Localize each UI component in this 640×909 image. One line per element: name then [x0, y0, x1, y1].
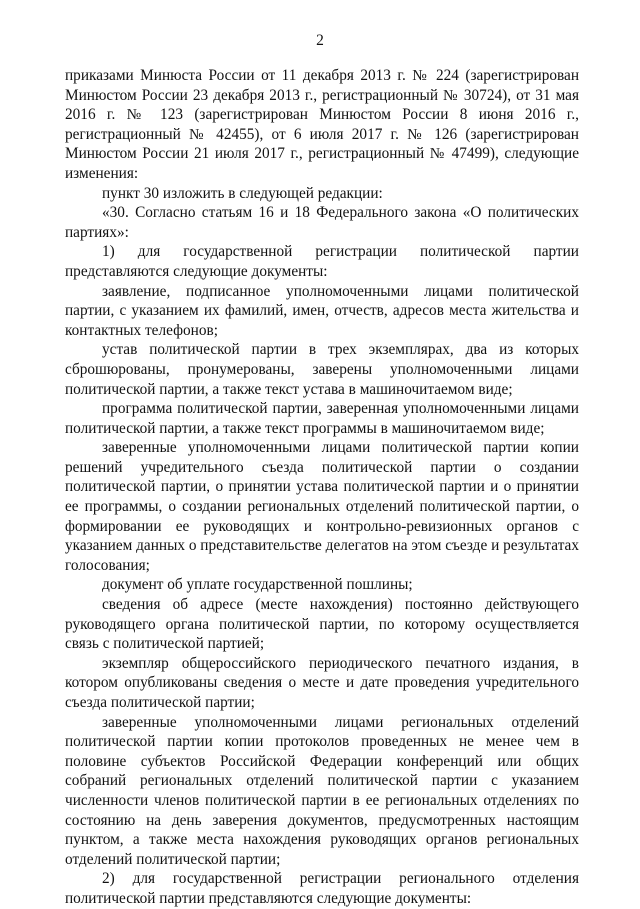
page-number: 2: [316, 32, 324, 49]
paragraph: заявление, подписанное уполномоченными лицами политической партии, с указанием их фамилий, имен, отчеств, адресов места жительства и контактных телефонов;: [65, 282, 579, 339]
paragraph: экземпляр общероссийского периодического печатного издания, в котором опубликованы сведения о месте и дате проведения учредительного съезда политической партии;: [65, 654, 579, 711]
paragraph: заверенные уполномоченными лицами региональных отделений политической партии копии протоколов проведенных не менее чем в половине субъектов Российской Федерации конференций или общих собраний региональных отделений политической партии с указанием численности членов политической партии в ее региональных отделениях по состоянию на день заверения документов, предусмотренных настоящим пунктом, а также места нахождения руководящих органов региональных отделений политической партии;: [65, 713, 579, 868]
paragraph: документ об уплате государственной пошлины;: [102, 576, 413, 594]
paragraph: сведения об адресе (месте нахождения) постоянно действующего руководящего органа политической партии, по которому осуществляется связь с политической партией;: [65, 596, 579, 653]
paragraph: программа политической партии, заверенная уполномоченными лицами политической партии, а также текст программы в машиночитаемом виде;: [65, 400, 579, 437]
paragraph: пункт 30 изложить в следующей редакции:: [102, 184, 383, 202]
paragraph: приказами Минюста России от 11 декабря 2013 г. № 224 (зарегистрирован Минюстом России 23 декабря 2013 г., регистрационный № 30724), от 31 мая 2016 г. № 123 (зарегистрирован Минюстом России 8 июня 2016 г., регистрационный № 42455), от 6 июля 2017 г. № 126 (зарегистрирован Минюстом России 21 июля 2017 г., регистрационный № 47499), следующие изменения:: [65, 67, 579, 182]
document-body: [65, 66, 579, 909]
paragraph: 2) для государственной регистрации регионального отделения политической партии представляются следующие документы:: [65, 870, 579, 907]
paragraph: 1) для государственной регистрации политической партии представляются следующие документы:: [65, 243, 579, 280]
paragraph: «30. Согласно статьям 16 и 18 Федерального закона «О политических партиях»:: [65, 204, 579, 241]
paragraph: устав политической партии в трех экземплярах, два из которых сброшюрованы, пронумерованы, заверены уполномоченными лицами политической партии, а также текст устава в машиночитаемом виде;: [65, 341, 579, 398]
paragraph: заверенные уполномоченными лицами политической партии копии решений учредительного съезда политической партии о создании политической партии, о принятии устава политической партии и о принятии ее программы, о создании региональных отделений политической партии, о формировании ее руководящих и контрольно-ревизионных органов с указанием данных о представительстве делегатов на этом съезде и результатах голосования;: [65, 439, 579, 574]
